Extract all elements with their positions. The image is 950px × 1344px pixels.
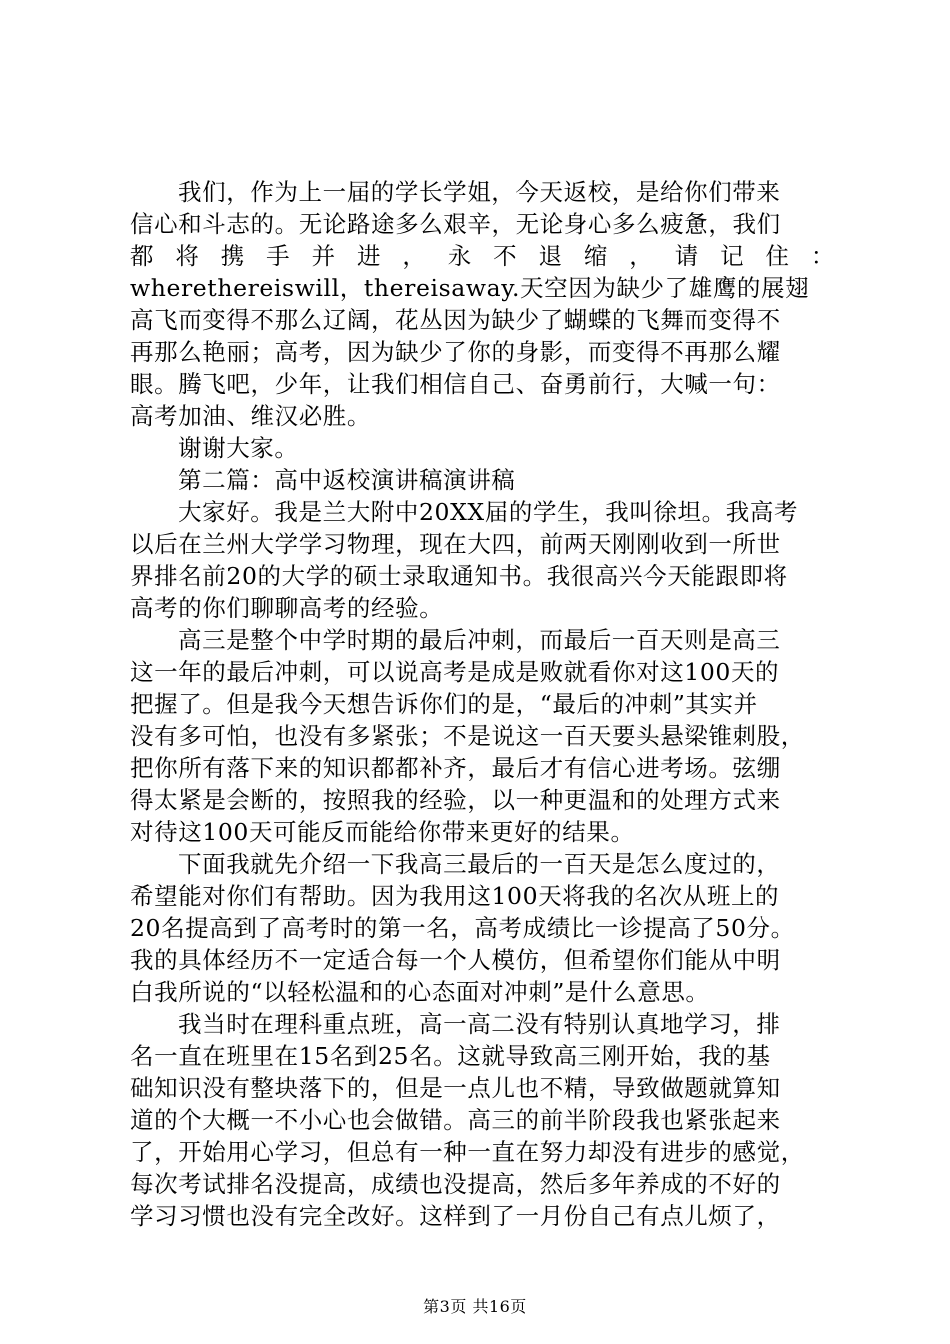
paragraph-line: 大家好。我是兰大附中20XX届的学生，我叫徐坦。我高考: [178, 498, 799, 526]
paragraph-line: 把你所有落下来的知识都都补齐，最后才有信心进考场。弦绷: [130, 754, 781, 782]
spread-char: 手: [266, 242, 291, 270]
paragraph-line: 眼。腾飞吧，少年，让我们相信自己、奋勇前行，大喊一句：: [130, 370, 781, 398]
paragraph-line: 高考的你们聊聊高考的经验。: [130, 594, 444, 622]
paragraph-line: 再那么艳丽；高考，因为缺少了你的身影，而变得不再那么耀: [130, 338, 781, 366]
paragraph-line: 对待这100天可能反而能给你带来更好的结果。: [130, 818, 635, 846]
paragraph-line: wherethereiswill，thereisaway.天空因为缺少了雄鹰的展翅: [130, 274, 810, 302]
paragraph-line: 高考加油、维汉必胜。: [130, 402, 371, 430]
paragraph-line: 希望能对你们有帮助。因为我用这100天将我的名次从班上的: [130, 882, 780, 910]
paragraph-line: 我的具体经历不一定适合每一个人模仿，但希望你们能从中明: [130, 946, 781, 974]
paragraph-line: 信心和斗志的。无论路途多么艰辛，无论身心多么疲惫，我们: [130, 210, 781, 238]
paragraph-line: 高飞而变得不那么辽阔，花丛因为缺少了蝴蝶的飞舞而变得不: [130, 306, 781, 334]
spread-char: 不: [493, 242, 518, 270]
paragraph-line: 界排名前20的大学的硕士录取通知书。我很高兴今天能跟即将: [130, 562, 788, 590]
spread-char: 进: [356, 242, 382, 270]
paragraph-line: 把握了。但是我今天想告诉你们的是，“最后的冲刺”其实并: [130, 690, 758, 718]
section-heading: 第二篇：高中返校演讲稿演讲稿: [178, 466, 516, 494]
paragraph-line: 道的个大概一不小心也会做错。高三的前半阶段我也紧张起来: [130, 1106, 781, 1134]
spread-char: 都: [130, 242, 155, 270]
paragraph-line: 每次考试排名没提高，成绩也没提高，然后多年养成的不好的: [130, 1170, 781, 1198]
spread-char: 永: [447, 242, 472, 270]
paragraph-line: 我当时在理科重点班，高一高二没有特别认真地学习，排: [178, 1010, 781, 1038]
paragraph-line: 白我所说的“以轻松温和的心态面对冲刺”是什么意思。: [130, 978, 710, 1006]
spread-char: ，: [629, 242, 654, 270]
spread-char: ：: [810, 242, 835, 270]
paragraph-line: 得太紧是会断的，按照我的经验，以一种更温和的处理方式来: [130, 786, 781, 814]
paragraph-line: 20名提高到了高考时的第一名，高考成绩比一诊提高了50分。: [130, 914, 795, 942]
paragraph-line: 名一直在班里在15名到25名。这就导致高三刚开始，我的基: [130, 1042, 771, 1070]
paragraph-line: 高三是整个中学时期的最后冲刺，而最后一百天则是高三: [178, 626, 781, 654]
spread-char: 缩: [583, 242, 609, 270]
paragraph-line: 这一年的最后冲刺，可以说高考是成是败就看你对这100天的: [130, 658, 780, 686]
document-body: [130, 176, 835, 1232]
spread-char: 携: [220, 242, 245, 270]
paragraph-line: 以后在兰州大学学习物理，现在大四，前两天刚刚收到一所世: [130, 530, 781, 558]
spread-char: 并: [311, 242, 336, 270]
paragraph-line: 我们，作为上一届的学长学姐，今天返校，是给你们带来: [178, 178, 781, 206]
paragraph-line: 础知识没有整块落下的，但是一点儿也不精，导致做题就算知: [130, 1074, 781, 1102]
paragraph-line: 下面我就先介绍一下我高三最后的一百天是怎么度过的，: [178, 850, 781, 878]
spread-char: 住: [765, 242, 790, 270]
closing-line: 谢谢大家。: [178, 434, 299, 462]
paragraph-line: 没有多可怕，也没有多紧张；不是说这一百天要头悬梁锥刺股，: [130, 722, 805, 750]
spread-char: ，: [402, 242, 427, 270]
spread-char: 请: [674, 242, 699, 270]
spread-char: 将: [175, 242, 200, 270]
spread-char: 记: [720, 242, 745, 270]
spread-char: 退: [538, 242, 563, 270]
spread-line: [130, 240, 835, 272]
page-number-footer: 第3页 共16页: [423, 1297, 527, 1316]
paragraph-line: 了，开始用心学习，但总有一种一直在努力却没有进步的感觉，: [130, 1138, 805, 1166]
paragraph-line: 学习习惯也没有完全改好。这样到了一月份自己有点儿烦了，: [130, 1202, 781, 1230]
